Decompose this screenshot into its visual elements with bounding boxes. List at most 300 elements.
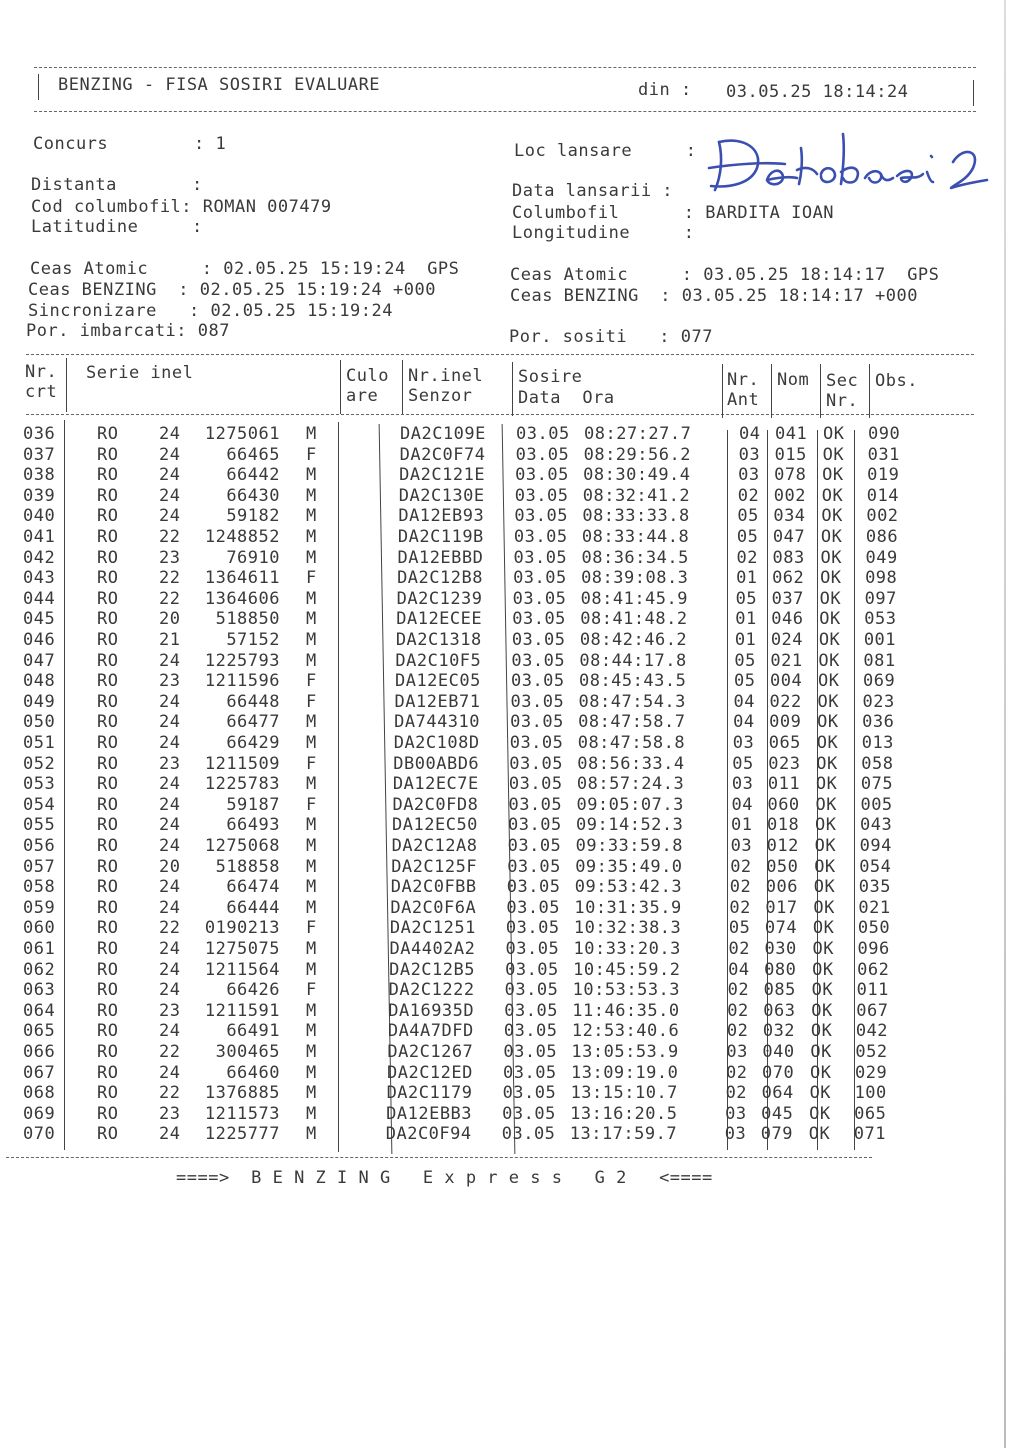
sex: M — [306, 733, 317, 753]
ring-country: RO — [97, 444, 119, 465]
nr-ant: 05 — [733, 671, 756, 692]
arrival-date: 03.05 — [505, 918, 560, 939]
ring-number: 1275068 — [204, 836, 280, 856]
arrival-date: 03.05 — [507, 836, 562, 856]
sex: M — [306, 465, 317, 486]
table-row — [0, 692, 1024, 713]
obs: 062 — [857, 959, 890, 980]
arrival-date: 03.05 — [509, 733, 564, 753]
nom: 037 — [771, 588, 804, 609]
ring-country: RO — [97, 609, 119, 630]
arrival-time: 10:33:20.3 — [573, 939, 681, 959]
arrival-date: 03.05 — [515, 444, 570, 465]
table-row — [0, 1001, 1024, 1022]
table-row — [0, 857, 1024, 878]
ring-year: 22 — [159, 918, 181, 939]
header-bottom-rule — [34, 111, 976, 112]
sensor-ring: DA2C0FBB — [390, 877, 477, 898]
sensor-ring: DA2C125F — [391, 856, 478, 877]
ring-year: 24 — [159, 1124, 181, 1145]
sensor-ring: DA12EB71 — [394, 691, 481, 712]
sensor-ring: DA2C119B — [397, 527, 484, 547]
nom: 065 — [768, 733, 801, 753]
ring-country: RO — [97, 815, 119, 836]
table-row — [0, 1021, 1024, 1042]
nom: 024 — [770, 630, 804, 650]
por-sositi-line: Por. sositi : 077 — [509, 327, 713, 347]
arrival-time: 10:45:59.2 — [573, 959, 681, 980]
ring-year: 24 — [159, 733, 181, 753]
sensor-ring: DA744310 — [394, 712, 481, 733]
sex: M — [306, 836, 317, 856]
arrival-date: 03.05 — [506, 877, 561, 898]
arrival-date: 03.05 — [504, 980, 559, 1001]
arrival-time: 08:47:58.8 — [577, 733, 686, 753]
sex: M — [306, 1021, 317, 1042]
arrival-date: 03.05 — [512, 588, 567, 609]
header-right-bar — [973, 80, 974, 106]
row-nr: 046 — [23, 630, 56, 650]
hdr-bar-1 — [66, 358, 67, 412]
ring-country: RO — [97, 939, 119, 959]
hdr-bar-2 — [340, 360, 341, 414]
sensor-ring: DA4A7DFD — [387, 1021, 474, 1042]
concurs-line: Concurs : 1 — [33, 134, 227, 154]
ring-number: 300465 — [215, 1042, 280, 1062]
obs: 081 — [863, 650, 896, 671]
col-obs: Obs. — [875, 371, 918, 391]
arrival-time: 13:16:20.5 — [570, 1103, 678, 1124]
sensor-ring: DA2C12B5 — [389, 959, 475, 980]
nr-ant: 03 — [730, 836, 753, 856]
row-nr: 041 — [23, 527, 56, 547]
nr-ant: 01 — [734, 630, 757, 650]
ring-number: 1211509 — [204, 753, 280, 774]
arrival-time: 09:14:52.3 — [576, 815, 684, 836]
arrival-time: 08:41:45.9 — [580, 588, 688, 609]
page-edge — [1004, 0, 1006, 1448]
nom: 064 — [761, 1083, 794, 1104]
ring-number: 76910 — [226, 547, 280, 568]
sex: M — [306, 424, 317, 444]
nom: 041 — [775, 424, 808, 444]
ring-country: RO — [97, 856, 119, 877]
table-row — [0, 733, 1024, 754]
arrival-time: 08:32:41.2 — [582, 485, 691, 506]
arrival-time: 09:53:42.3 — [574, 877, 683, 898]
row-nr: 064 — [23, 1000, 56, 1021]
nr-ant: 04 — [733, 712, 755, 733]
arrival-time: 08:41:48.2 — [580, 609, 688, 630]
sec-status: OK — [822, 465, 844, 486]
ring-number: 66429 — [226, 733, 280, 753]
sec-status: OK — [810, 1042, 832, 1062]
nr-ant: 03 — [732, 733, 755, 753]
sex: F — [306, 980, 317, 1001]
arrival-date: 03.05 — [502, 1083, 557, 1104]
arrival-date: 03.05 — [510, 691, 565, 712]
sex: M — [306, 877, 317, 898]
row-nr: 070 — [23, 1124, 56, 1145]
arrival-date: 03.05 — [511, 630, 566, 650]
arrival-date: 03.05 — [508, 774, 563, 795]
nom: 063 — [763, 1000, 796, 1021]
nr-ant: 01 — [736, 568, 758, 589]
sec-status: OK — [809, 1083, 832, 1104]
table-row — [0, 671, 1024, 692]
nr-ant: 05 — [735, 588, 758, 609]
table-row — [0, 424, 1024, 445]
row-nr: 036 — [23, 424, 56, 444]
arrival-time: 08:27:27.7 — [584, 424, 692, 444]
ring-country: RO — [97, 794, 119, 815]
nr-ant: 05 — [737, 506, 759, 527]
row-nr: 038 — [23, 465, 56, 486]
row-nr: 040 — [23, 506, 56, 527]
row-nr: 053 — [23, 774, 56, 795]
ring-country: RO — [97, 753, 119, 774]
arrival-date: 03.05 — [501, 1124, 556, 1145]
nr-ant: 02 — [737, 485, 760, 506]
ring-year: 24 — [159, 877, 181, 898]
table-row — [0, 1042, 1024, 1063]
sec-status: OK — [815, 794, 837, 815]
ring-year: 24 — [159, 774, 181, 795]
sec-status: OK — [811, 980, 834, 1001]
sex: M — [306, 485, 317, 506]
ring-year: 24 — [159, 691, 181, 712]
nom: 023 — [768, 753, 801, 774]
ring-number: 66477 — [226, 712, 280, 733]
ring-country: RO — [97, 1042, 119, 1062]
sec-status: OK — [813, 897, 835, 918]
ring-year: 23 — [159, 547, 181, 568]
ring-year: 22 — [159, 527, 181, 547]
obs: 086 — [865, 527, 899, 547]
table-row — [0, 815, 1024, 836]
sec-status: OK — [812, 959, 834, 980]
ring-country: RO — [97, 630, 119, 650]
nr-ant: 04 — [733, 691, 756, 712]
obs: 005 — [860, 794, 893, 815]
table-top-rule — [26, 354, 974, 355]
nom: 030 — [764, 939, 797, 959]
ring-year: 23 — [159, 1000, 181, 1021]
sex: M — [306, 897, 317, 918]
table-row — [0, 836, 1024, 857]
table-row — [0, 1104, 1024, 1125]
sensor-ring: DA2C12B8 — [397, 568, 483, 589]
table-row — [0, 712, 1024, 733]
table-row — [0, 465, 1024, 486]
sensor-ring: DA2C1239 — [396, 588, 483, 609]
obs: 090 — [868, 424, 901, 444]
obs: 100 — [854, 1083, 887, 1104]
row-nr: 063 — [23, 980, 56, 1001]
nom: 050 — [766, 856, 799, 877]
arrival-date: 03.05 — [510, 671, 565, 692]
table-row — [0, 630, 1024, 651]
obs: 029 — [854, 1062, 888, 1083]
arrival-time: 08:33:44.8 — [581, 527, 690, 547]
arrival-date: 03.05 — [502, 1062, 557, 1083]
ring-number: 0190213 — [204, 918, 280, 939]
ring-number: 1225793 — [204, 650, 280, 671]
ring-country: RO — [97, 568, 119, 589]
ring-number: 518850 — [215, 609, 280, 630]
ring-year: 24 — [159, 650, 181, 671]
ring-country: RO — [97, 1124, 119, 1145]
report-date-value: 03.05.25 18:14:24 — [726, 82, 909, 102]
ring-year: 23 — [159, 1103, 181, 1124]
obs: 097 — [864, 588, 897, 609]
arrival-date: 03.05 — [505, 939, 560, 959]
nr-ant: 02 — [725, 1083, 748, 1104]
row-nr: 069 — [23, 1103, 56, 1124]
table-bottom-rule — [6, 1157, 872, 1158]
table-row — [0, 980, 1024, 1001]
ring-number: 66426 — [226, 980, 280, 1001]
header-top-rule — [34, 67, 976, 68]
row-nr: 048 — [23, 671, 56, 692]
nr-ant: 01 — [731, 815, 753, 836]
col-nom: Nom — [777, 370, 810, 390]
sensor-ring: DA2C1251 — [389, 918, 476, 939]
ring-year: 24 — [159, 836, 181, 856]
ring-number: 66491 — [226, 1021, 280, 1042]
nr-ant: 02 — [727, 980, 750, 1001]
ring-number: 1211564 — [204, 959, 280, 980]
arrival-time: 13:05:53.9 — [571, 1042, 679, 1062]
arrival-time: 08:45:43.5 — [578, 671, 687, 692]
table-row — [0, 506, 1024, 527]
nom: 046 — [771, 609, 804, 630]
obs: 049 — [865, 547, 898, 568]
ring-country: RO — [97, 465, 119, 486]
obs: 094 — [859, 836, 892, 856]
row-nr: 049 — [23, 691, 56, 712]
ring-country: RO — [97, 836, 119, 856]
arrival-time: 10:32:38.3 — [573, 918, 682, 939]
nom: 083 — [772, 547, 805, 568]
sec-status: OK — [816, 753, 838, 774]
sex: M — [306, 588, 317, 609]
nr-ant: 02 — [729, 877, 752, 898]
sec-status: OK — [812, 918, 835, 939]
table-row — [0, 795, 1024, 816]
arrival-time: 08:33:33.8 — [582, 506, 690, 527]
sex: M — [306, 815, 317, 836]
arrival-time: 08:39:08.3 — [581, 568, 689, 589]
arrival-time: 13:09:19.0 — [570, 1062, 679, 1083]
sensor-ring: DA2C121E — [399, 465, 486, 486]
nom: 062 — [772, 568, 805, 589]
arrival-date: 03.05 — [508, 815, 562, 836]
ring-year: 22 — [159, 1083, 181, 1104]
sensor-ring: DA12EBB3 — [386, 1103, 473, 1124]
sensor-ring: DA12ECEE — [396, 609, 483, 630]
ring-country: RO — [97, 959, 119, 980]
arrival-date: 03.05 — [506, 897, 561, 918]
arrival-time: 08:47:54.3 — [578, 691, 686, 712]
ring-country: RO — [97, 691, 119, 712]
sensor-ring: DA12EBBD — [397, 547, 484, 568]
nom: 060 — [767, 794, 800, 815]
sex: M — [306, 650, 317, 671]
arrival-time: 12:53:40.6 — [571, 1021, 680, 1042]
ring-country: RO — [97, 547, 119, 568]
nr-ant: 03 — [731, 774, 754, 795]
sensor-ring: DA12EC7E — [392, 774, 479, 795]
nom: 047 — [772, 527, 806, 547]
nr-ant: 02 — [730, 856, 752, 877]
arrival-time: 08:56:33.4 — [577, 753, 685, 774]
arrival-time: 08:30:49.4 — [583, 465, 691, 486]
sec-status: OK — [809, 1062, 832, 1083]
table-row — [0, 1124, 1024, 1145]
sec-status: OK — [816, 733, 839, 753]
table-row — [0, 1083, 1024, 1104]
nr-ant: 03 — [725, 1103, 747, 1124]
sec-status: OK — [810, 1021, 833, 1042]
sec-status: OK — [823, 424, 845, 444]
arrival-date: 03.05 — [505, 959, 559, 980]
row-nr: 037 — [23, 444, 56, 465]
sensor-ring: DA2C1222 — [388, 980, 475, 1001]
ring-number: 59182 — [226, 506, 280, 527]
nr-ant: 05 — [734, 650, 756, 671]
ceas-atomic-start: Ceas Atomic : 02.05.25 15:19:24 GPS — [30, 259, 460, 279]
ring-year: 22 — [159, 1042, 181, 1062]
nom: 085 — [763, 980, 796, 1001]
nr-ant: 01 — [735, 609, 757, 630]
sensor-ring: DA16935D — [388, 1000, 475, 1021]
arrival-date: 03.05 — [516, 424, 570, 444]
sex: M — [306, 1042, 317, 1062]
sensor-ring: DA2C1179 — [386, 1083, 473, 1104]
sex: M — [306, 712, 317, 733]
sex: M — [306, 1083, 317, 1104]
nom: 070 — [761, 1062, 795, 1083]
obs: 053 — [864, 609, 897, 630]
row-nr: 047 — [23, 650, 56, 671]
ring-country: RO — [97, 424, 119, 444]
row-nr: 059 — [23, 897, 56, 918]
col-nr-crt: Nr. — [25, 362, 58, 382]
sec-status: OK — [817, 671, 840, 692]
table-row — [0, 918, 1024, 939]
nom: 011 — [767, 774, 801, 795]
col-nr-ant: Nr. — [727, 370, 760, 390]
sex: M — [306, 939, 317, 959]
hdr-bar-6 — [771, 364, 772, 418]
sensor-ring: DA2C0FD8 — [392, 794, 479, 815]
arrival-time: 10:53:53.3 — [572, 980, 681, 1001]
nr-ant: 04 — [739, 424, 761, 444]
sex: F — [306, 794, 317, 815]
col-sec: Sec — [826, 371, 859, 391]
obs: 019 — [867, 465, 900, 486]
col-ant: Ant — [727, 390, 760, 410]
sensor-ring: DA2C12ED — [386, 1062, 473, 1083]
sex: M — [306, 506, 317, 527]
ring-year: 24 — [159, 897, 181, 918]
table-row — [0, 754, 1024, 775]
ring-number: 66474 — [226, 877, 280, 898]
ring-number: 1275061 — [204, 424, 280, 444]
sensor-ring: DA2C12A8 — [391, 836, 478, 856]
nr-ant: 05 — [728, 918, 751, 939]
nom: 045 — [761, 1103, 794, 1124]
sincronizare-line: Sincronizare : 02.05.25 15:19:24 — [28, 301, 393, 321]
arrival-date: 03.05 — [503, 1021, 558, 1042]
table-row — [0, 445, 1024, 466]
row-nr: 054 — [23, 794, 56, 815]
nr-ant: 03 — [726, 1042, 748, 1062]
ring-year: 22 — [159, 588, 181, 609]
obs: 021 — [858, 897, 891, 918]
arrival-date: 03.05 — [504, 1000, 558, 1021]
ring-number: 66493 — [226, 815, 280, 836]
sensor-ring: DA12EC50 — [392, 815, 478, 836]
ring-number: 1364606 — [204, 588, 280, 609]
arrival-time: 08:42:46.2 — [579, 630, 688, 650]
arrival-time: 08:44:17.8 — [579, 650, 687, 671]
ring-year: 24 — [159, 465, 181, 486]
row-nr: 068 — [23, 1083, 56, 1104]
obs: 036 — [862, 712, 895, 733]
sec-status: OK — [821, 506, 843, 527]
sec-status: OK — [820, 547, 842, 568]
longitudine-line: Longitudine : — [512, 223, 695, 243]
ring-number: 66448 — [226, 691, 280, 712]
arrival-time: 13:15:10.7 — [570, 1083, 678, 1104]
arrival-date: 03.05 — [513, 547, 568, 568]
sec-status: OK — [818, 650, 840, 671]
row-nr: 050 — [23, 712, 56, 733]
sec-status: OK — [808, 1124, 831, 1145]
sec-status: OK — [820, 527, 843, 547]
arrival-date: 03.05 — [513, 568, 567, 589]
arrival-time: 11:46:35.0 — [572, 1000, 680, 1021]
arrival-time: 09:35:49.0 — [575, 856, 683, 877]
footer-banner: ====> B E N Z I N G E x p r e s s G 2 <==== — [176, 1168, 713, 1188]
ring-number: 66465 — [226, 444, 280, 465]
nom: 034 — [773, 506, 806, 527]
sec-status: OK — [814, 836, 837, 856]
sensor-ring: DA2C108D — [393, 733, 480, 753]
row-nr: 061 — [23, 939, 56, 959]
sensor-ring: DA2C0F74 — [399, 444, 486, 465]
col-sosire: Sosire — [518, 367, 583, 387]
obs: 075 — [860, 774, 894, 795]
obs: 035 — [858, 877, 891, 898]
obs: 065 — [854, 1103, 887, 1124]
sex: F — [306, 753, 317, 774]
nom: 022 — [769, 691, 802, 712]
arrival-time: 09:33:59.8 — [575, 836, 683, 856]
ring-number: 1211573 — [204, 1103, 280, 1124]
ring-country: RO — [97, 1000, 119, 1021]
arrival-time: 08:47:58.7 — [578, 712, 686, 733]
sec-status: OK — [817, 691, 840, 712]
row-nr: 044 — [23, 588, 56, 609]
sec-status: OK — [812, 939, 834, 959]
row-nr: 055 — [23, 815, 56, 836]
sensor-ring: DA2C0F94 — [385, 1124, 472, 1145]
row-nr: 067 — [23, 1062, 56, 1083]
nom: 032 — [762, 1021, 796, 1042]
